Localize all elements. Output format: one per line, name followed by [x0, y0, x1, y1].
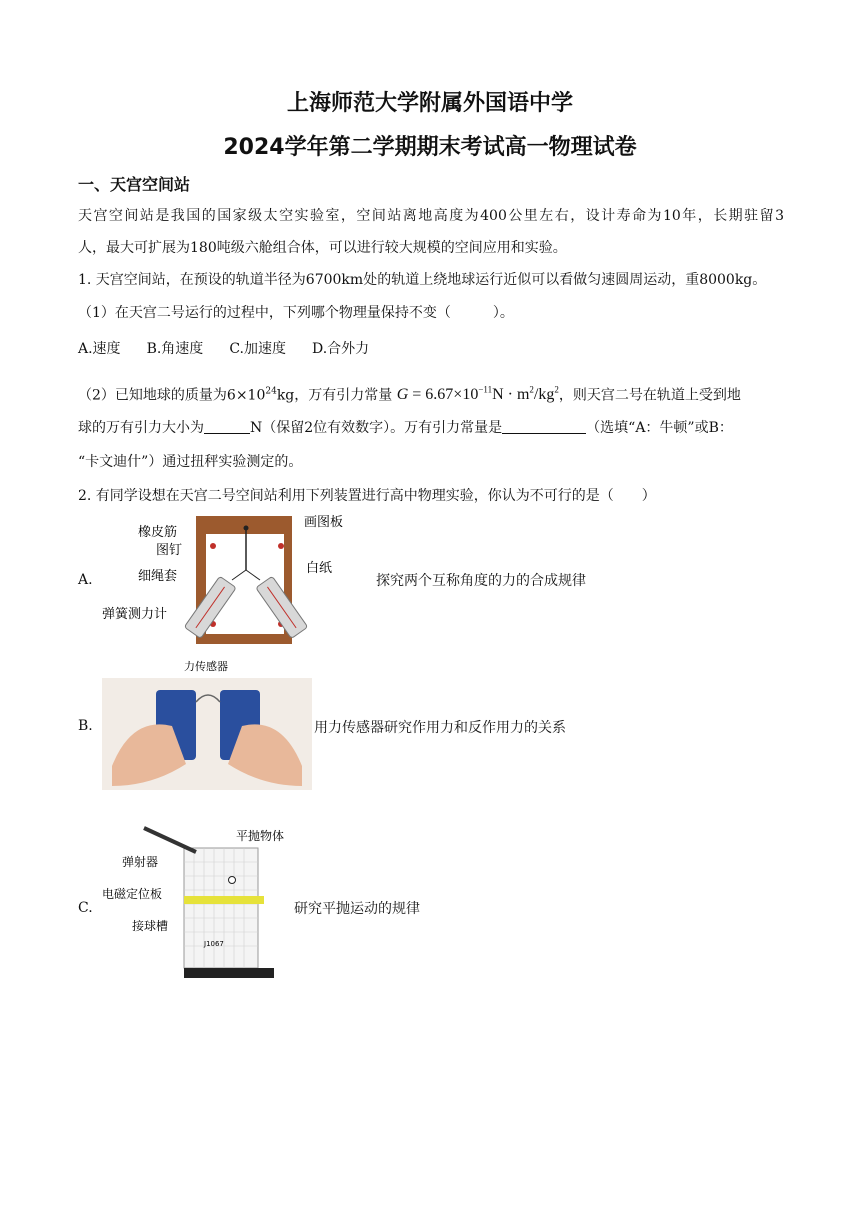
q2-option-c-label[interactable]: C. [78, 900, 93, 916]
q1-sub2-exp: 24 [265, 386, 277, 397]
figA-label-board: 画图板 [304, 515, 344, 530]
figB-label-sensor: 力传感器 [184, 660, 228, 673]
q2-stem: 2. 有同学设想在天宫二号空间站利用下列装置进行高中物理实验，你认为不可行的是（ ） [78, 488, 656, 504]
q2-option-b-caption: 用力传感器研究作用力和反作用力的关系 [314, 720, 566, 736]
formula-unit-exp1: 2 [529, 385, 534, 395]
q1-sub2-line2-c: （选填“A：牛顿”或B： [586, 420, 733, 436]
formula-exp: −11 [478, 385, 493, 395]
pin-icon [278, 543, 284, 549]
q1-options [78, 339, 784, 359]
pin-icon [210, 543, 216, 549]
q2-option-a-label[interactable]: A. [78, 572, 93, 588]
formula-unit-exp2: 2 [554, 385, 559, 395]
projectile-figure [100, 818, 290, 984]
q1-sub2-line3: “卡文迪什”）通过扭秤实验测定的。 [78, 454, 303, 470]
figC-label-launcher: 弹射器 [122, 855, 159, 869]
intro-line-2: 人，最大可扩展为180吨级六舱组合体，可以进行较大规模的空间应用和实验。 [78, 240, 567, 256]
q2-option-a-caption: 探究两个互称角度的力的合成规律 [376, 573, 586, 589]
force-sensor-figure [102, 656, 312, 790]
q1-sub2-line1 [78, 380, 784, 405]
figA-label-rubber: 橡皮筋 [138, 525, 178, 540]
formula-g: G [396, 386, 409, 404]
school-title: 上海师范大学附属外国语中学 [286, 91, 573, 116]
base-stand [184, 968, 274, 978]
exam-title: 2024学年第二学期期末考试高一物理试卷 [223, 135, 637, 160]
q2-option-c-caption: 研究平抛运动的规律 [294, 901, 420, 917]
anchor-point [244, 526, 249, 531]
q1-stem: 1. 天宫空间站，在预设的轨道半径为6700km处的轨道上绕地球运行近似可以看做匀速圆周运动，重8000kg。 [78, 272, 767, 288]
formula-unit2: /kg [533, 386, 555, 404]
answer-blank-scientist[interactable] [502, 419, 586, 434]
answer-blank-force[interactable] [204, 419, 250, 434]
grid-board [184, 848, 258, 968]
figA-label-loop: 细绳套 [138, 569, 178, 584]
figC-device-tag: J1067 [204, 940, 224, 948]
q1-sub2-text-b: kg，万有引力常量 [276, 387, 393, 404]
q1-sub1: （1）在天宫二号运行的过程中，下列哪个物理量保持不变（ ）。 [78, 305, 514, 321]
figC-label-plate: 电磁定位板 [102, 887, 163, 901]
q1-sub2-line2-a: 球的万有引力大小为 [78, 420, 204, 436]
figA-label-paper: 白纸 [306, 561, 333, 576]
section-heading: 一、天宫空间站 [78, 175, 191, 194]
figA-label-scale: 弹簧测力计 [102, 607, 168, 622]
q1-sub2-line2-b: N（保留2位有效数字）。万有引力常量是 [250, 420, 503, 436]
q1-option-c[interactable]: C.加速度 [229, 341, 286, 357]
q1-sub2-text-c: ，则天宫二号在轨道上受到地 [558, 387, 741, 404]
figC-label-projectile: 平抛物体 [236, 829, 285, 843]
intro-line-1: 天宫空间站是我国的国家级太空实验室，空间站离地高度为400公里左右，设计寿命为10年，长期驻留3 [78, 208, 784, 224]
figA-label-pin: 图钉 [156, 543, 183, 558]
q1-option-a[interactable]: A.速度 [78, 341, 121, 357]
q1-option-d[interactable]: D.合外力 [311, 341, 370, 357]
q1-option-b[interactable]: B.角速度 [146, 341, 204, 357]
formula-unit: N · m [492, 386, 530, 404]
q1-sub2-text-a: （2）已知地球的质量为6×10 [78, 387, 266, 404]
launcher [144, 828, 196, 852]
projectile-ball [229, 877, 236, 884]
q1-sub2-line2 [78, 418, 784, 438]
electromagnetic-plate [184, 896, 264, 904]
formula-eq: = 6.67×10 [408, 386, 479, 404]
figC-label-catcher: 接球槽 [132, 919, 169, 933]
force-board-figure [100, 510, 356, 650]
gravity-constant-formula [397, 386, 559, 403]
q2-option-b-label[interactable]: B. [78, 718, 93, 734]
